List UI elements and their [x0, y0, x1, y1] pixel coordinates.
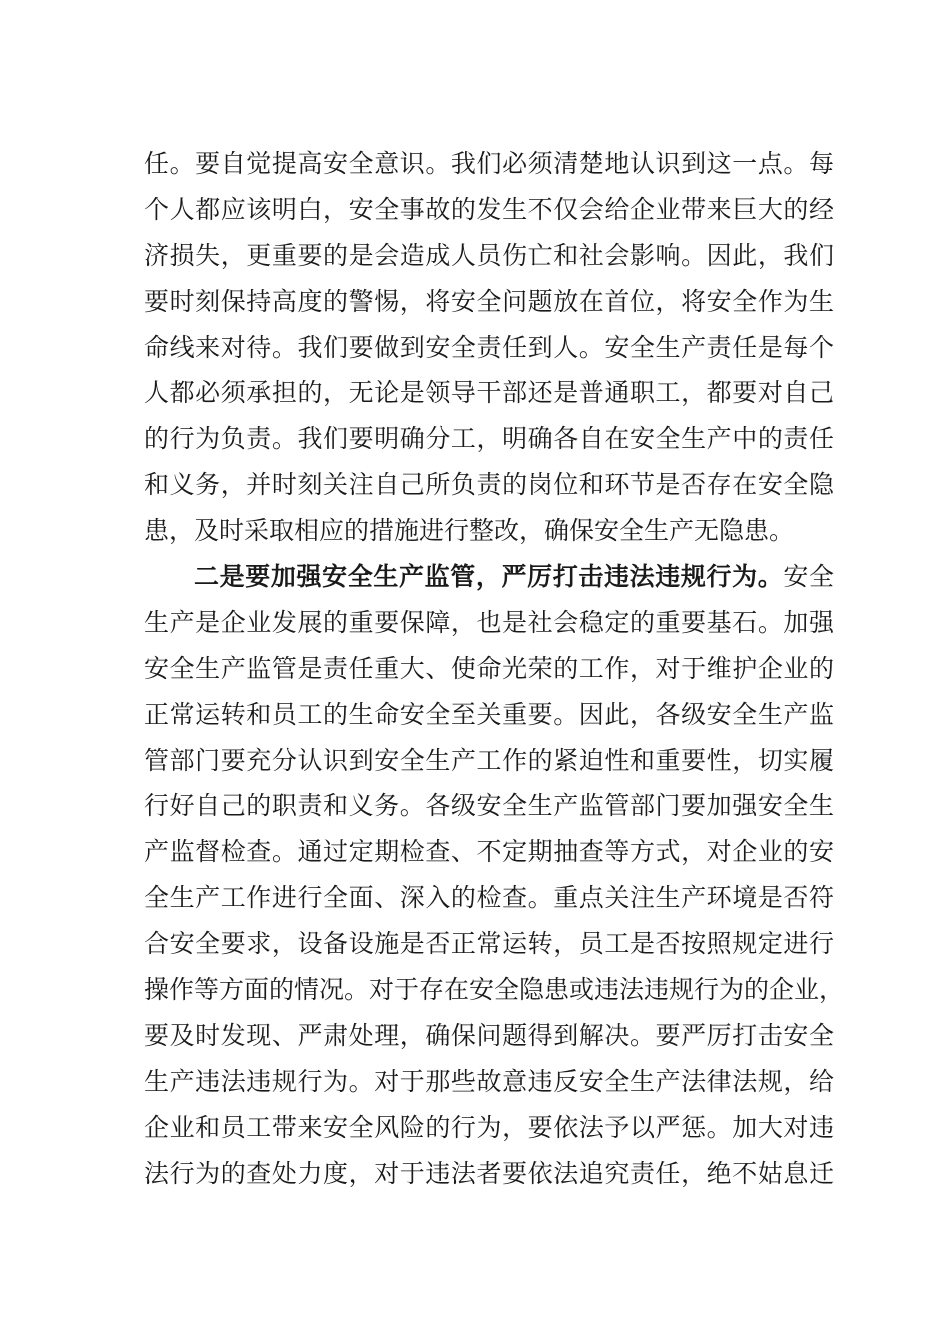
- text-line: 和义务，并时刻关注自己所负责的岗位和环节是否存在安全隐: [144, 470, 834, 500]
- text-line: 产监督检查。通过定期检查、不定期抽查等方式，对企业的安: [144, 837, 834, 867]
- text-line: 命线来对待。我们要做到安全责任到人。安全生产责任是每个: [144, 332, 834, 362]
- text-line: 管部门要充分认识到安全生产工作的紧迫性和重要性，切实履: [144, 745, 834, 775]
- text-line: 济损失，更重要的是会造成人员伤亡和社会影响。因此，我们: [144, 240, 834, 270]
- text-line: 要及时发现、严肃处理，确保问题得到解决。要严厉打击安全: [144, 1020, 834, 1050]
- text-line: 任。要自觉提高安全意识。我们必须清楚地认识到这一点。每: [144, 149, 834, 178]
- text-line: 生产是企业发展的重要保障，也是社会稳定的重要基石。加强: [144, 607, 834, 637]
- text-line: 要时刻保持高度的警惕，将安全问题放在首位，将安全作为生: [144, 286, 834, 316]
- text-line: 全生产工作进行全面、深入的检查。重点关注生产环境是否符: [144, 883, 834, 913]
- text-line: 合安全要求，设备设施是否正常运转，员工是否按照规定进行: [144, 929, 834, 959]
- paragraph-heading-line: [144, 554, 834, 600]
- text-line: 生产违法违规行为。对于那些故意违反安全生产法律法规，给: [144, 1066, 834, 1096]
- paragraph-heading: 二是要加强安全生产监管，严厉打击违法违规行为。: [194, 562, 784, 592]
- text-line: 行好自己的职责和义务。各级安全生产监管部门要加强安全生: [144, 791, 834, 821]
- text-line: 正常运转和员工的生命安全至关重要。因此，各级安全生产监: [144, 699, 834, 729]
- text-line: 人都必须承担的，无论是领导干部还是普通职工，都要对自己: [144, 378, 834, 408]
- text-line: 的行为负责。我们要明确分工，明确各自在安全生产中的责任: [144, 424, 834, 454]
- text-line: 操作等方面的情况。对于存在安全隐患或违法违规行为的企业，: [144, 975, 845, 1005]
- paragraph-2: [144, 554, 845, 1196]
- text-line: 患，及时采取相应的措施进行整改，确保安全生产无隐患。: [144, 516, 795, 546]
- text-line: 法行为的查处力度，对于违法者要依法追究责任，绝不姑息迁: [144, 1158, 834, 1188]
- heading-line-rest: 安全: [783, 562, 834, 592]
- text-line: 安全生产监管是责任重大、使命光荣的工作，对于维护企业的: [144, 653, 834, 683]
- document-body: [144, 141, 845, 1196]
- paragraph-1: [144, 141, 834, 554]
- text-line: 企业和员工带来安全风险的行为，要依法予以严惩。加大对违: [144, 1112, 834, 1142]
- text-line: 个人都应该明白，安全事故的发生不仅会给企业带来巨大的经: [144, 194, 834, 224]
